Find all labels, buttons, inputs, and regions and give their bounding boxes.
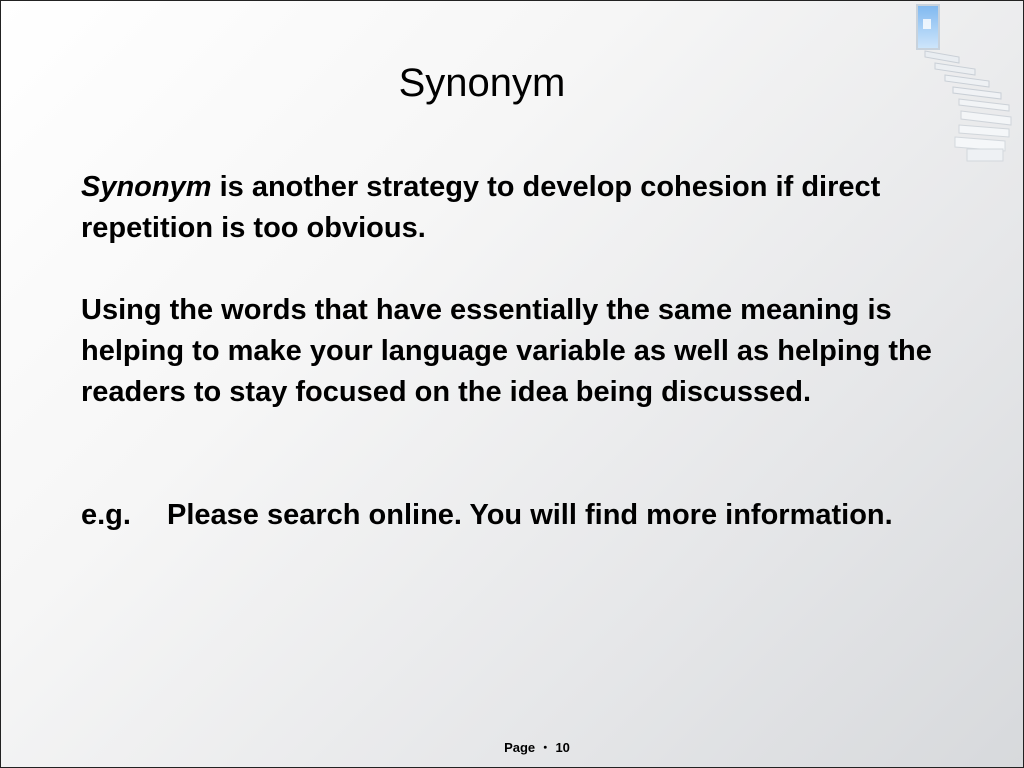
- paragraph-synonym-definition: [81, 167, 981, 249]
- page-footer: [1, 737, 1023, 756]
- definition-text: is another strategy to develop cohesion if direct repetition is too obvious.: [81, 171, 881, 244]
- slide-title: Synonym: [398, 61, 566, 105]
- slide-body: [81, 167, 981, 536]
- page-label: Page: [504, 740, 536, 755]
- synonym-term: Synonym: [81, 171, 212, 203]
- example-label: e.g.: [81, 499, 131, 531]
- page-number: 10: [555, 740, 570, 755]
- page-separator: ・: [538, 740, 552, 755]
- example-text: Please search online. You will find more information.: [167, 499, 893, 531]
- example-block: [81, 495, 981, 536]
- paragraph-explanation: Using the words that have essentially the same meaning is helping to make your language variable as well as helping the readers to stay focused on the idea being discussed.: [81, 294, 932, 408]
